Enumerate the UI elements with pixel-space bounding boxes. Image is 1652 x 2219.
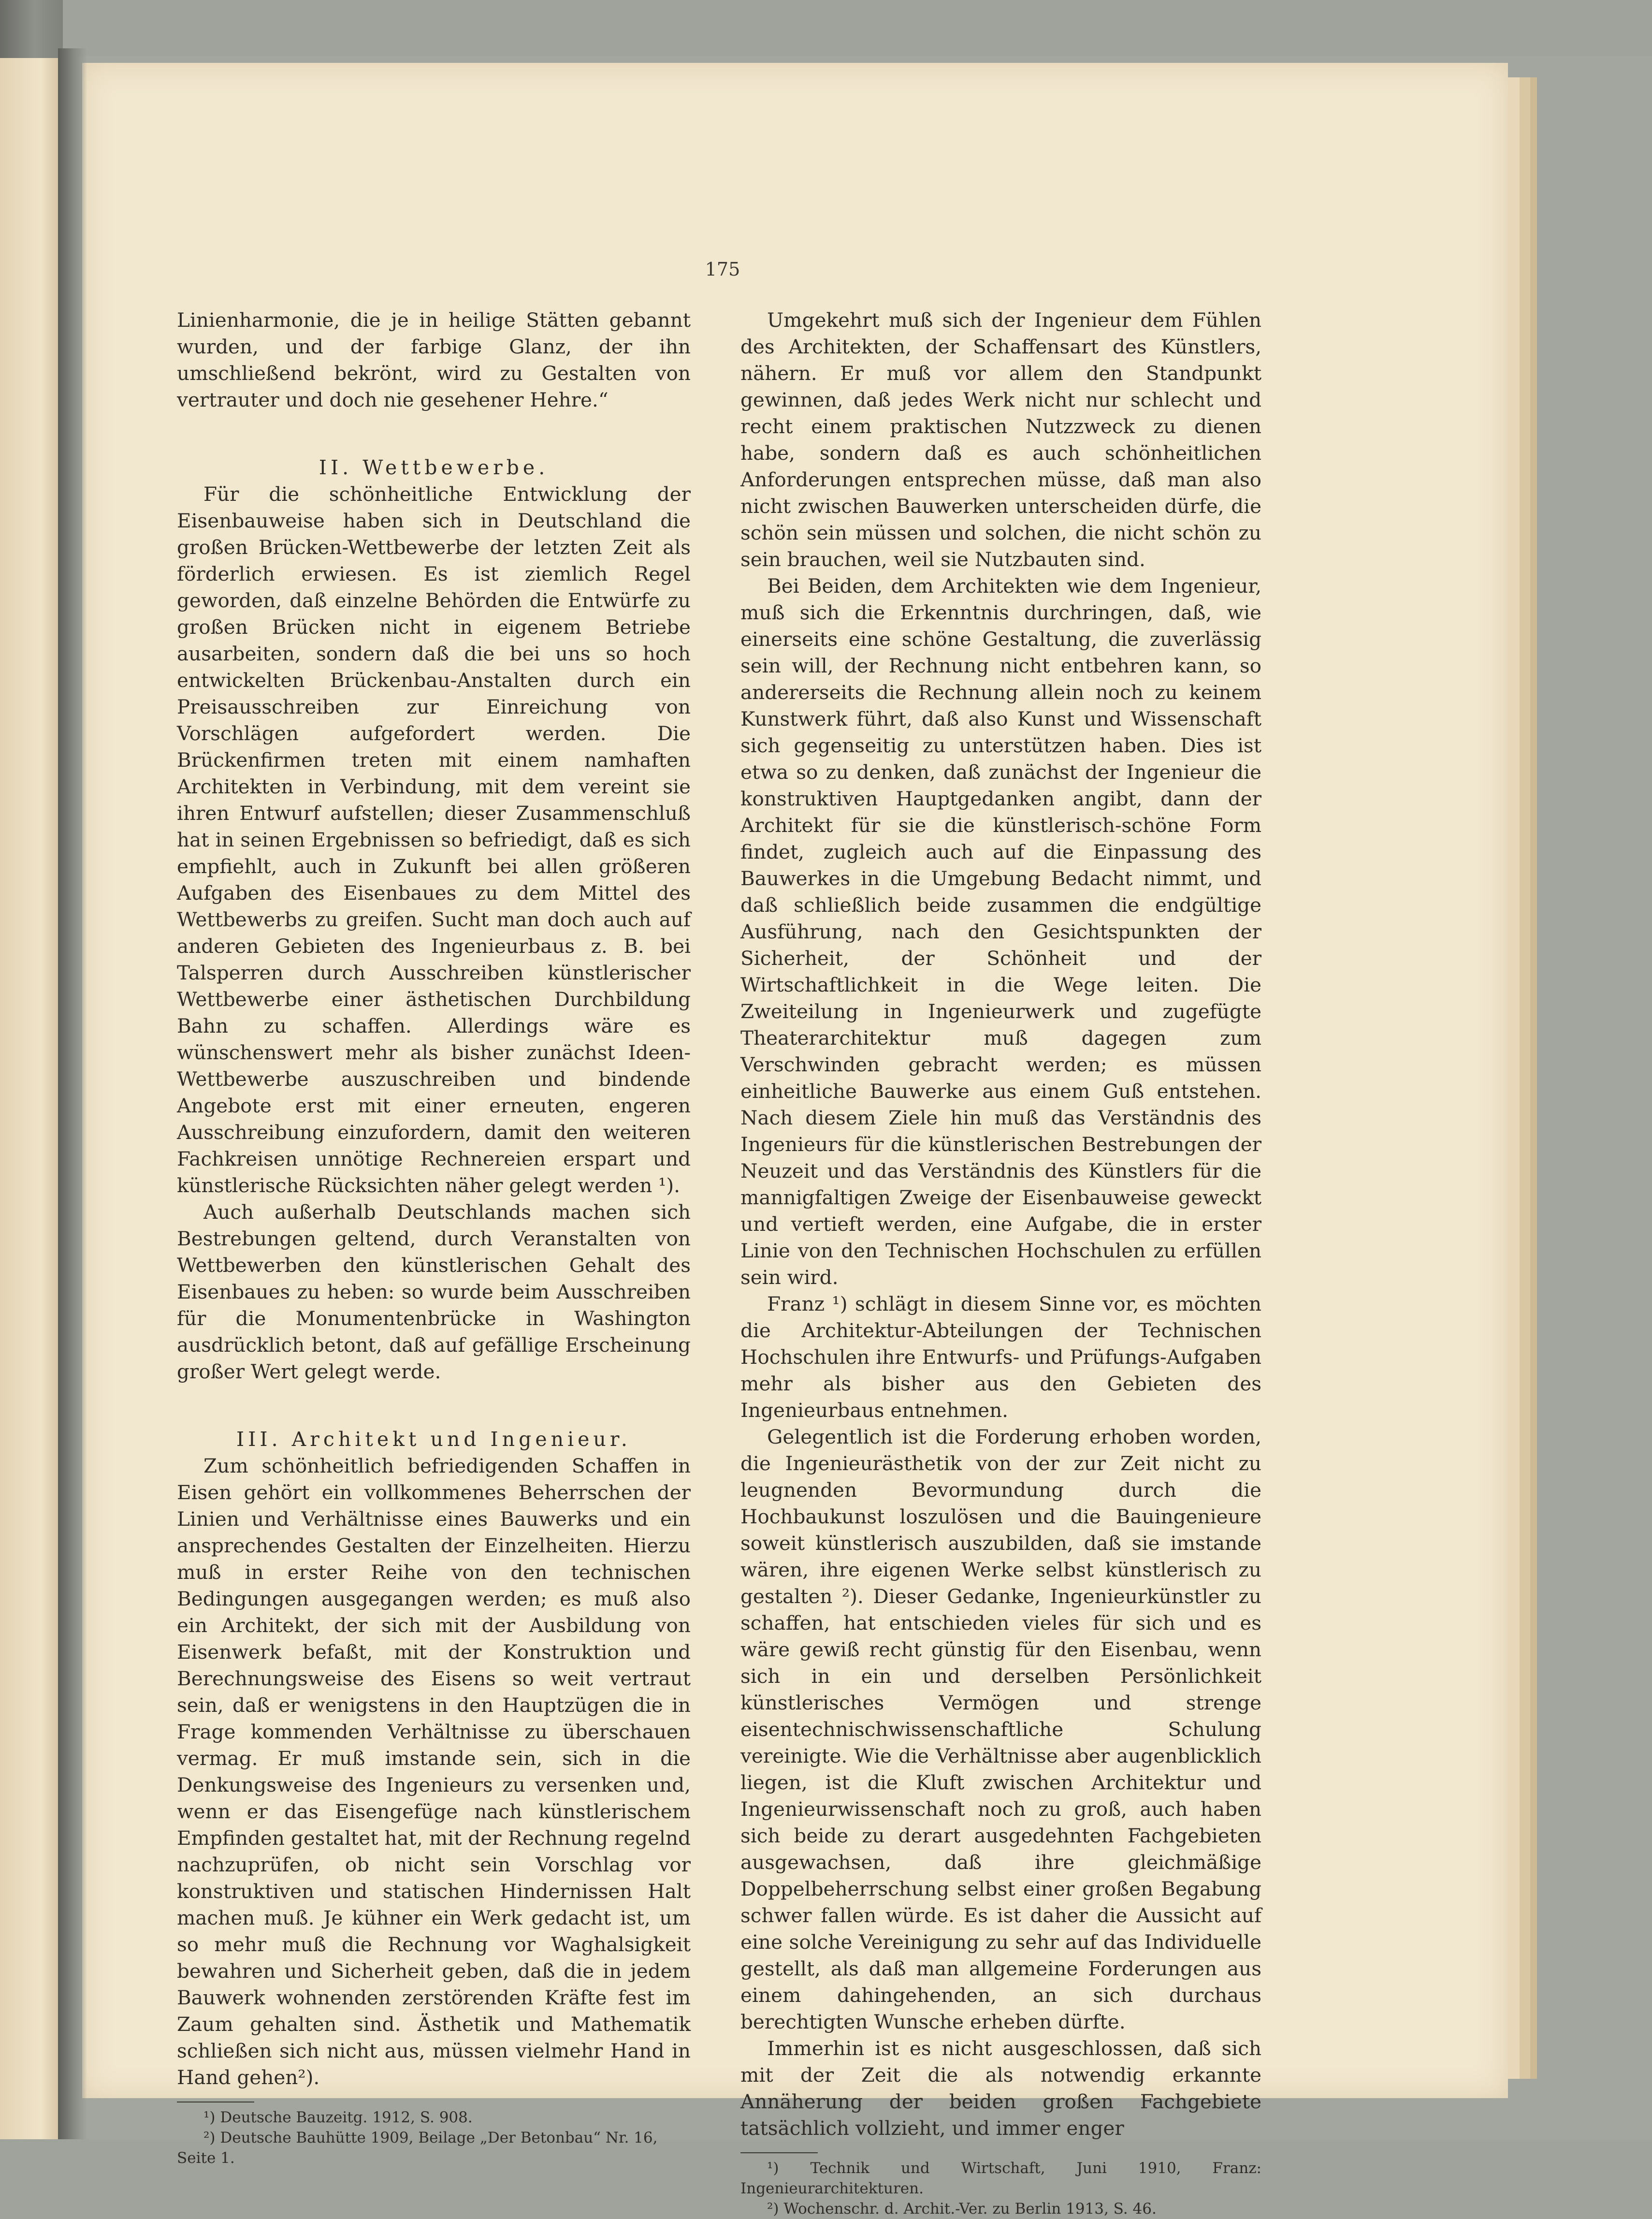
paragraph: Umgekehrt muß sich der Ingenieur dem Fühlen des Architekten, der Schaffensart des Künstlers, nähern. Er muß vor allem den Standpunkt gewinnen, daß jedes Werk nicht nur schlecht und recht einem praktischen Nutzzweck zu dienen habe, sondern daß es auch schönheitlichen Anforderungen entsprechen müsse, daß man also nicht zwischen Bauwerken unterscheiden dürfe, die schön sein müssen und solchen, die nicht schön zu sein brauchen, weil sie Nutzbauten sind.	[740, 308, 1261, 571]
footnote-continuation: Seite 1.	[177, 2149, 235, 2167]
paragraph: Gelegentlich ist die Forderung erhoben worden, die Ingenieurästhetik von der zur Zeit nicht zu leugnenden Bevormundung durch die Hochbaukunst loszulösen und die Bauingenieure soweit künstlerisch auszubilden, daß sie imstande wären, ihre eigenen Werke selbst künstlerisch zu gestalten ²). Dieser Gedanke, Ingenieurkünstler zu schaffen, hat entschieden vieles für sich und es wäre gewiß recht günstig für den Eisenbau, wenn sich in ein und derselben Persönlichkeit künstlerisches Vermögen und strenge eisentechnischwissenschaftliche Schulung vereinigte. Wie die Verhältnisse aber augenblicklich liegen, ist die Kluft zwischen Architektur und Ingenieurwissenschaft noch zu groß, auch haben sich beide zu derart ausgedehnten Fachgebieten ausgewachsen, daß ihre gleichmäßige Doppelbeherrschung selbst einer großen Begabung schwer fallen würde. Es ist daher die Aussicht auf eine solche Vereinigung zu sehr auf das Individuelle gestellt, als daß man allgemeine Forderungen aus einem dahingehenden, an sich durchaus berechtigten Wunsche erheben dürfte.	[740, 1425, 1261, 2033]
page-edge-strip	[1520, 77, 1530, 2079]
left-text-column	[177, 307, 691, 2168]
section-heading: II. Wettbewerbe.	[319, 456, 549, 479]
footnote: ¹) Technik und Wirtschaft, Juni 1910, Franz: Ingenieurarchitekturen.	[740, 2160, 1261, 2197]
left-page-edge	[0, 58, 58, 2139]
footnote-divider	[740, 2152, 818, 2153]
section-heading: III. Architekt und Ingenieur.	[236, 1428, 631, 1451]
footnote: ¹) Deutsche Bauzeitg. 1912, S. 908.	[203, 2109, 473, 2126]
paragraph: Zum schönheitlich befriedigenden Schaffen in Eisen gehört ein vollkommenes Beherrschen der Linien und Verhältnisse eines Bauwerks und ein ansprechendes Gestalten der Einzelheiten. Hierzu muß in erster Reihe von den technischen Bedingungen ausgegangen werden; es muß also ein Architekt, der sich mit der Ausbildung von Eisenwerk befaßt, mit der Konstruktion und Berechnungsweise des Eisens so weit vertraut sein, daß er wenigstens in den Hauptzügen die in Frage kommenden Verhältnisse zu überschauen vermag. Er muß imstande sein, sich in die Denkungsweise des Ingenieurs zu versenken und, wenn er das Eisengefüge nach künstlerischem Empfinden gestaltet hat, mit der Rechnung regelnd nachzuprüfen, ob nicht sein Vorschlag vor konstruktiven und statischen Hindernissen Halt machen muß. Je kühner ein Werk gedacht ist, um so mehr muß die Rechnung vor Waghalsigkeit bewahren und Sicherheit geben, daß die in jedem Bauwerk wohnenden zerstörenden Kräfte fest im Zaum gehalten sind. Ästhetik und Mathematik schließen sich nicht aus, müssen vielmehr Hand in Hand gehen²).	[177, 1454, 691, 2089]
paragraph: Für die schönheitliche Entwicklung der Eisenbauweise haben sich in Deutschland die großen Brücken-Wettbewerbe der letzten Zeit als förderlich erwiesen. Es ist ziemlich Regel geworden, daß einzelne Behörden die Entwürfe zu großen Brücken nicht in eigenem Betriebe ausarbeiten, sondern daß die bei uns so hoch entwickelten Brückenbau-Anstalten durch ein Preisausschreiben zur Einreichung von Vorschlägen aufgefordert werden. Die Brückenfirmen treten mit einem namhaften Architekten in Verbindung, mit dem vereint sie ihren Entwurf aufstellen; dieser Zusammenschluß hat in seinen Ergebnissen so befriedigt, daß es sich empfiehlt, auch in Zukunft bei allen größeren Aufgaben des Eisenbaues zu dem Mittel des Wettbewerbs zu greifen. Sucht man doch auch auf anderen Gebieten des Ingenieurbaus z. B. bei Talsperren durch Ausschreiben künstlerischer Wettbewerbe einer ästhetischen Durchbildung Bahn zu schaffen. Allerdings wäre es wünschenswert mehr als bisher zunächst Ideen-Wettbewerbe auszuschreiben und bindende Angebote erst mit einer erneuten, engeren Ausschreibung einzufordern, damit den weiteren Fachkreisen unnötige Rechnereien erspart und künstlerische Rücksichten näher gelegt werden ¹).	[177, 482, 691, 1197]
paragraph: Franz ¹) schlägt in diesem Sinne vor, es möchten die Architektur-Abteilungen der Technischen Hochschulen ihre Entwurfs- und Prüfungs-Aufgaben mehr als bisher aus den Gebieten des Ingenieurbaus entnehmen.	[740, 1292, 1261, 1422]
paragraph: Immerhin ist es nicht ausgeschlossen, daß sich mit der Zeit die als notwendig erkannte Annäherung der beiden großen Fachgebiete tatsächlich vollzieht, und immer enger	[740, 2037, 1261, 2140]
paragraph: Auch außerhalb Deutschlands machen sich Bestrebungen geltend, durch Veranstalten von Wettbewerben den künstlerischen Gehalt des Eisenbaues zu heben: so wurde beim Ausschreiben für die Monumentenbrücke in Washington ausdrücklich betont, daß auf gefällige Erscheinung großer Wert gelegt werde.	[177, 1200, 691, 1383]
page-number: 175	[705, 259, 740, 280]
gutter-shadow	[58, 48, 87, 2139]
footnote: ²) Wochenschr. d. Archit.-Ver. zu Berlin 1913, S. 46.	[767, 2200, 1157, 2218]
paragraph: Bei Beiden, dem Architekten wie dem Ingenieur, muß sich die Erkenntnis durchringen, daß, wie einerseits eine schöne Gestaltung, die zuverlässig sein will, der Rechnung nicht entbehren kann, so andererseits die Rechnung allein noch zu keinem Kunstwerk führt, daß also Kunst und Wissenschaft sich gegenseitig zu unterstützen haben. Dies ist etwa so zu denken, daß zunächst der Ingenieur die konstruktiven Hauptgedanken angibt, dann der Architekt für sie die künstlerisch-schöne Form findet, zugleich auch auf die Einpassung des Bauwerkes in die Umgebung Bedacht nimmt, und daß schließlich beide zusammen die endgültige Ausführung, nach den Gesichtspunkten der Sicherheit, der Schönheit und der Wirtschaftlichkeit in die Wege leiten. Die Zweiteilung in Ingenieurwerk und zugefügte Theaterarchitektur muß dagegen zum Verschwinden gebracht werden; es müssen einheitliche Bauwerke aus einem Guß entstehen. Nach diesem Ziele hin muß das Verständnis des Ingenieurs für die künstlerischen Bestrebungen der Neuzeit und das Verständnis des Künstlers für die mannigfaltigen Zweige der Eisenbauweise geweckt und vertieft werden, eine Aufgabe, die in erster Linie von den Technischen Hochschulen zu erfüllen sein wird.	[740, 574, 1261, 1289]
footnote: ²) Deutsche Bauhütte 1909, Beilage „Der Betonbau“ Nr. 16,	[203, 2129, 658, 2146]
right-text-column	[740, 307, 1261, 2219]
paragraph: Linienharmonie, die je in heilige Stätten gebannt wurden, und der farbige Glanz, der ihn umschließend bekrönt, wird zu Gestalten von vertrauter und doch nie gesehener Hehre.“	[177, 308, 691, 411]
page-edge-strip	[1530, 77, 1537, 2079]
